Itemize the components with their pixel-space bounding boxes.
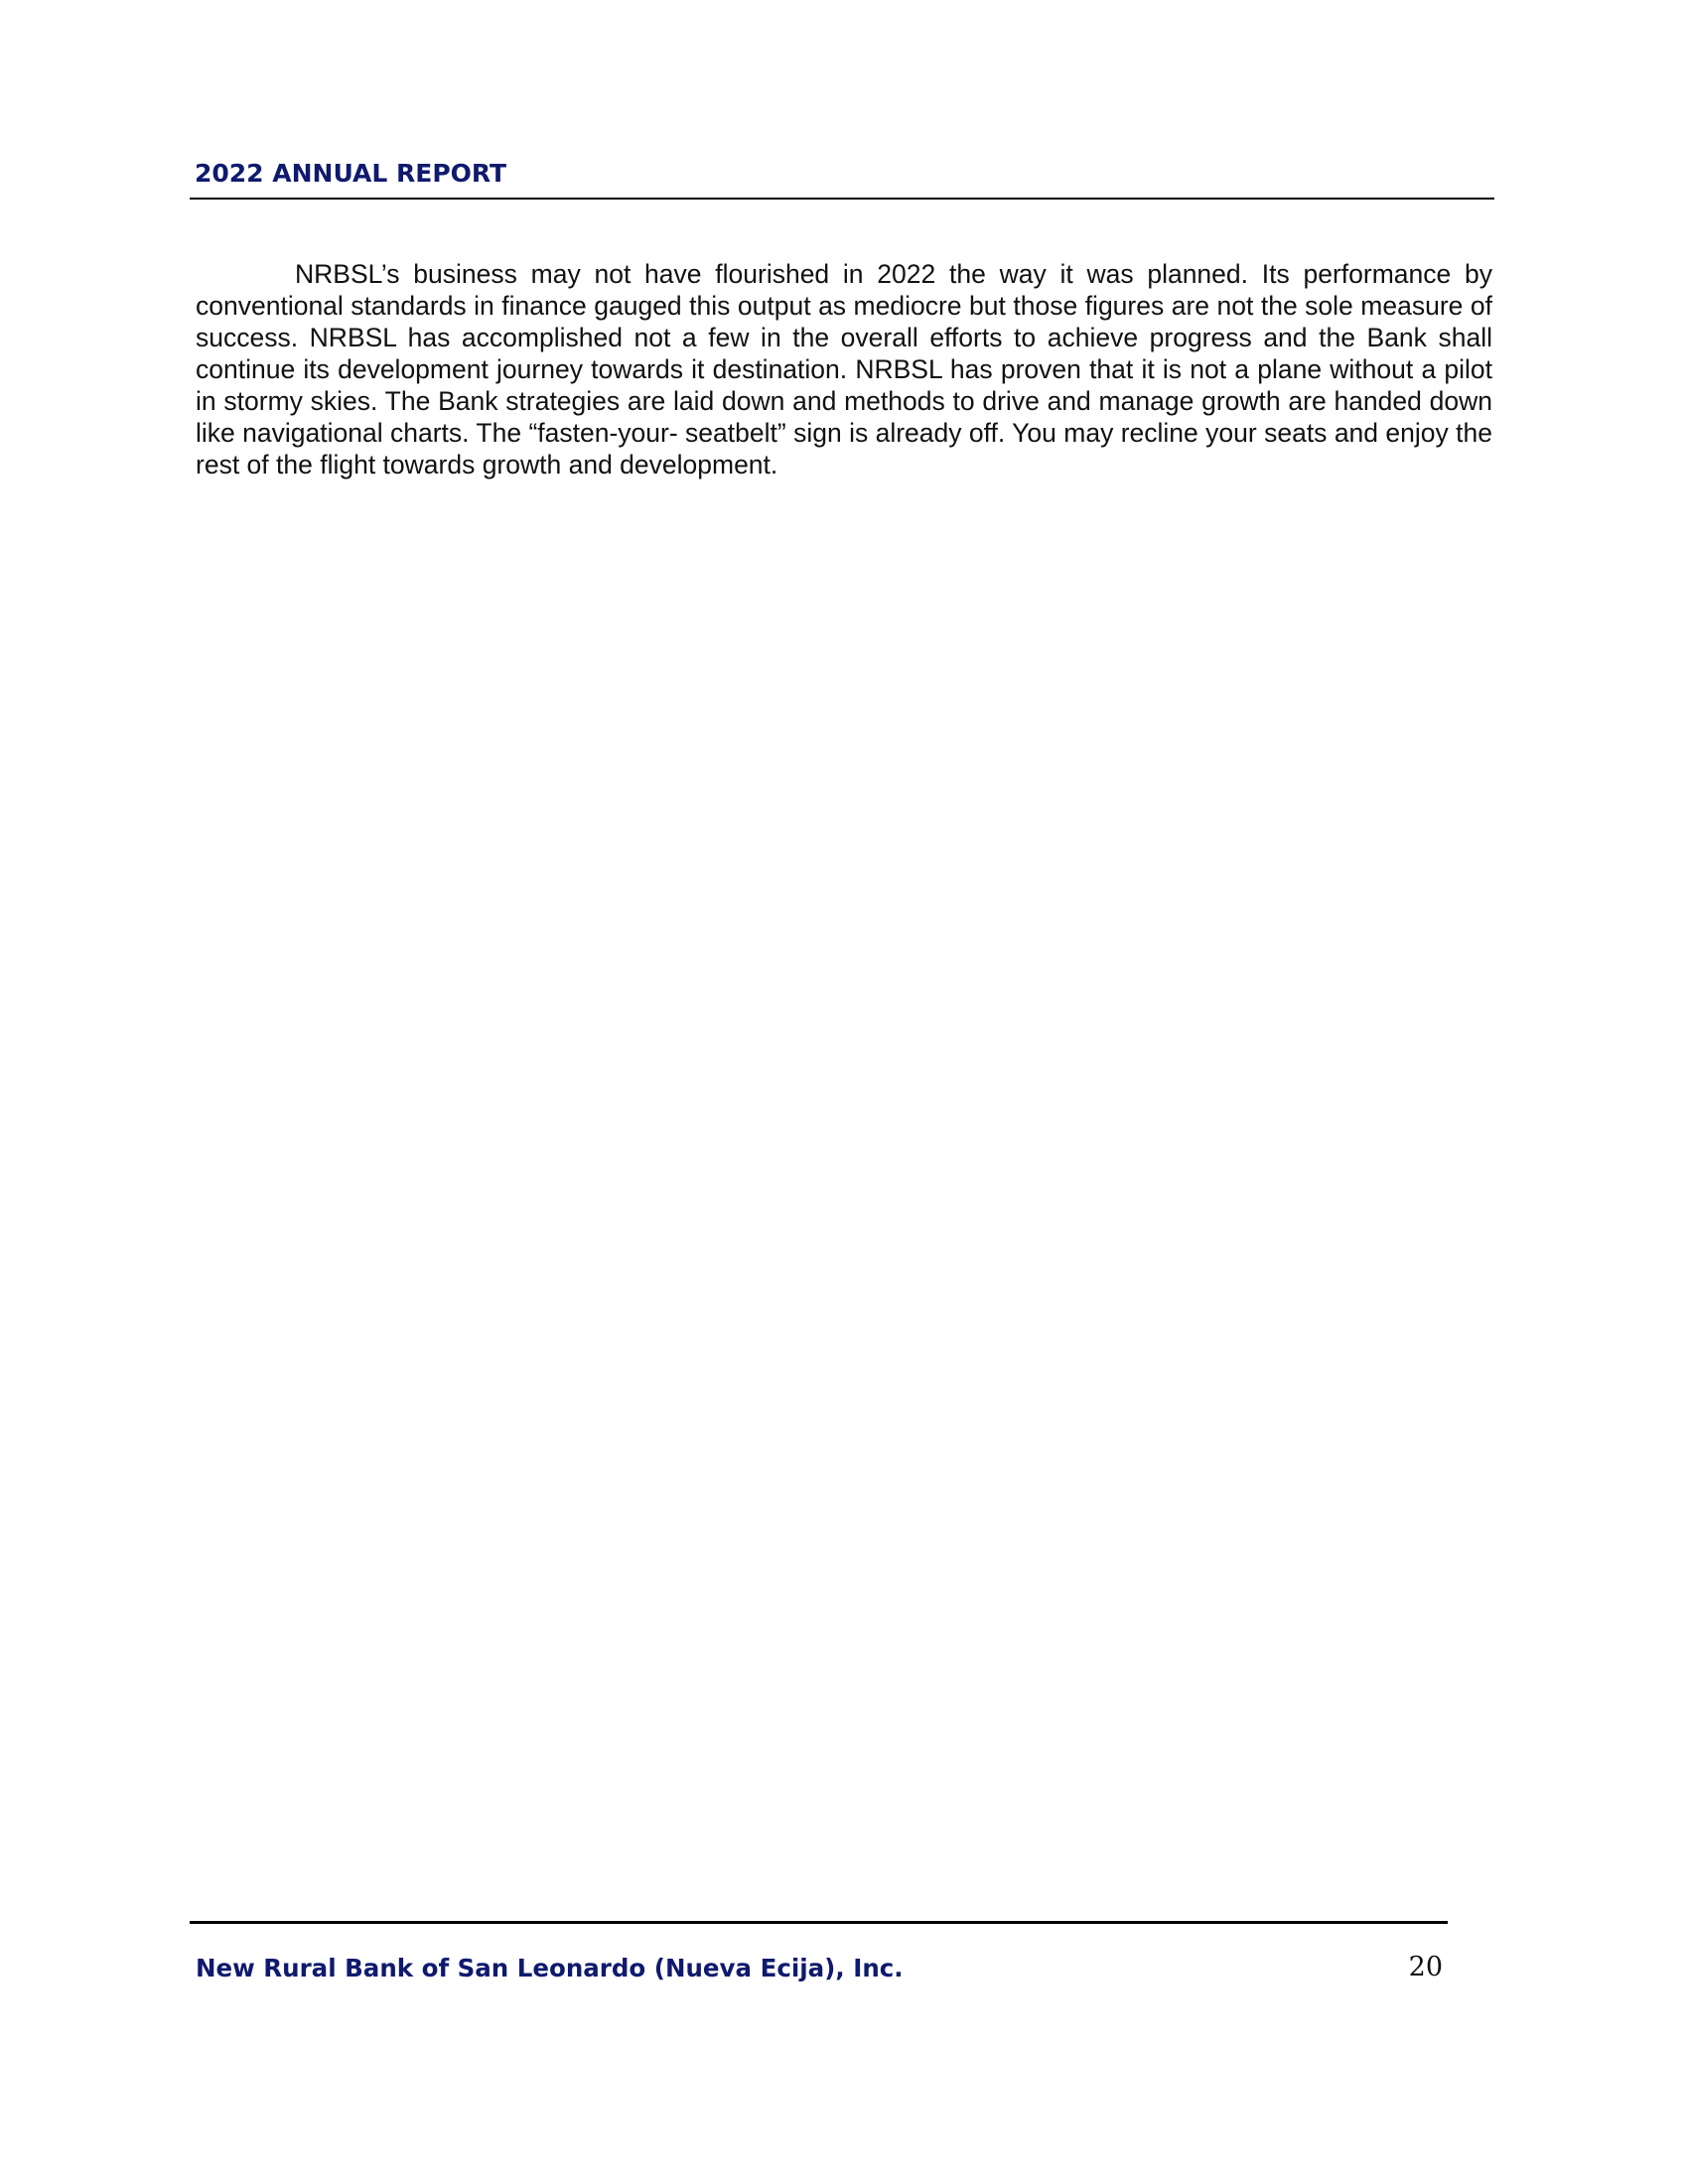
header-divider xyxy=(190,198,1494,200)
report-title-header: 2022 ANNUAL REPORT xyxy=(195,159,507,188)
body-paragraph: NRBSL’s business may not have flourished in 2022 the way it was planned. Its performance by conventional standards in finance gauged this output as mediocre but those figures are not the sole measure of success. NRBSL has accomplished not a few in the overall efforts to achieve progress and the Bank shall continue its development journey towards it destination. NRBSL has proven that it is not a plane without a pilot in stormy skies. The Bank strategies are laid down and methods to drive and manage growth are handed down like navigational charts. The “fasten-your- seatbelt” sign is already off. You may recline your seats and enjoy the rest of the flight towards growth and development. xyxy=(196,259,1492,479)
footer-bank-name: New Rural Bank of San Leonardo (Nueva Ecija), Inc. xyxy=(196,1954,904,1982)
footer-divider xyxy=(190,1921,1448,1924)
page-number: 20 xyxy=(1408,1952,1443,1982)
